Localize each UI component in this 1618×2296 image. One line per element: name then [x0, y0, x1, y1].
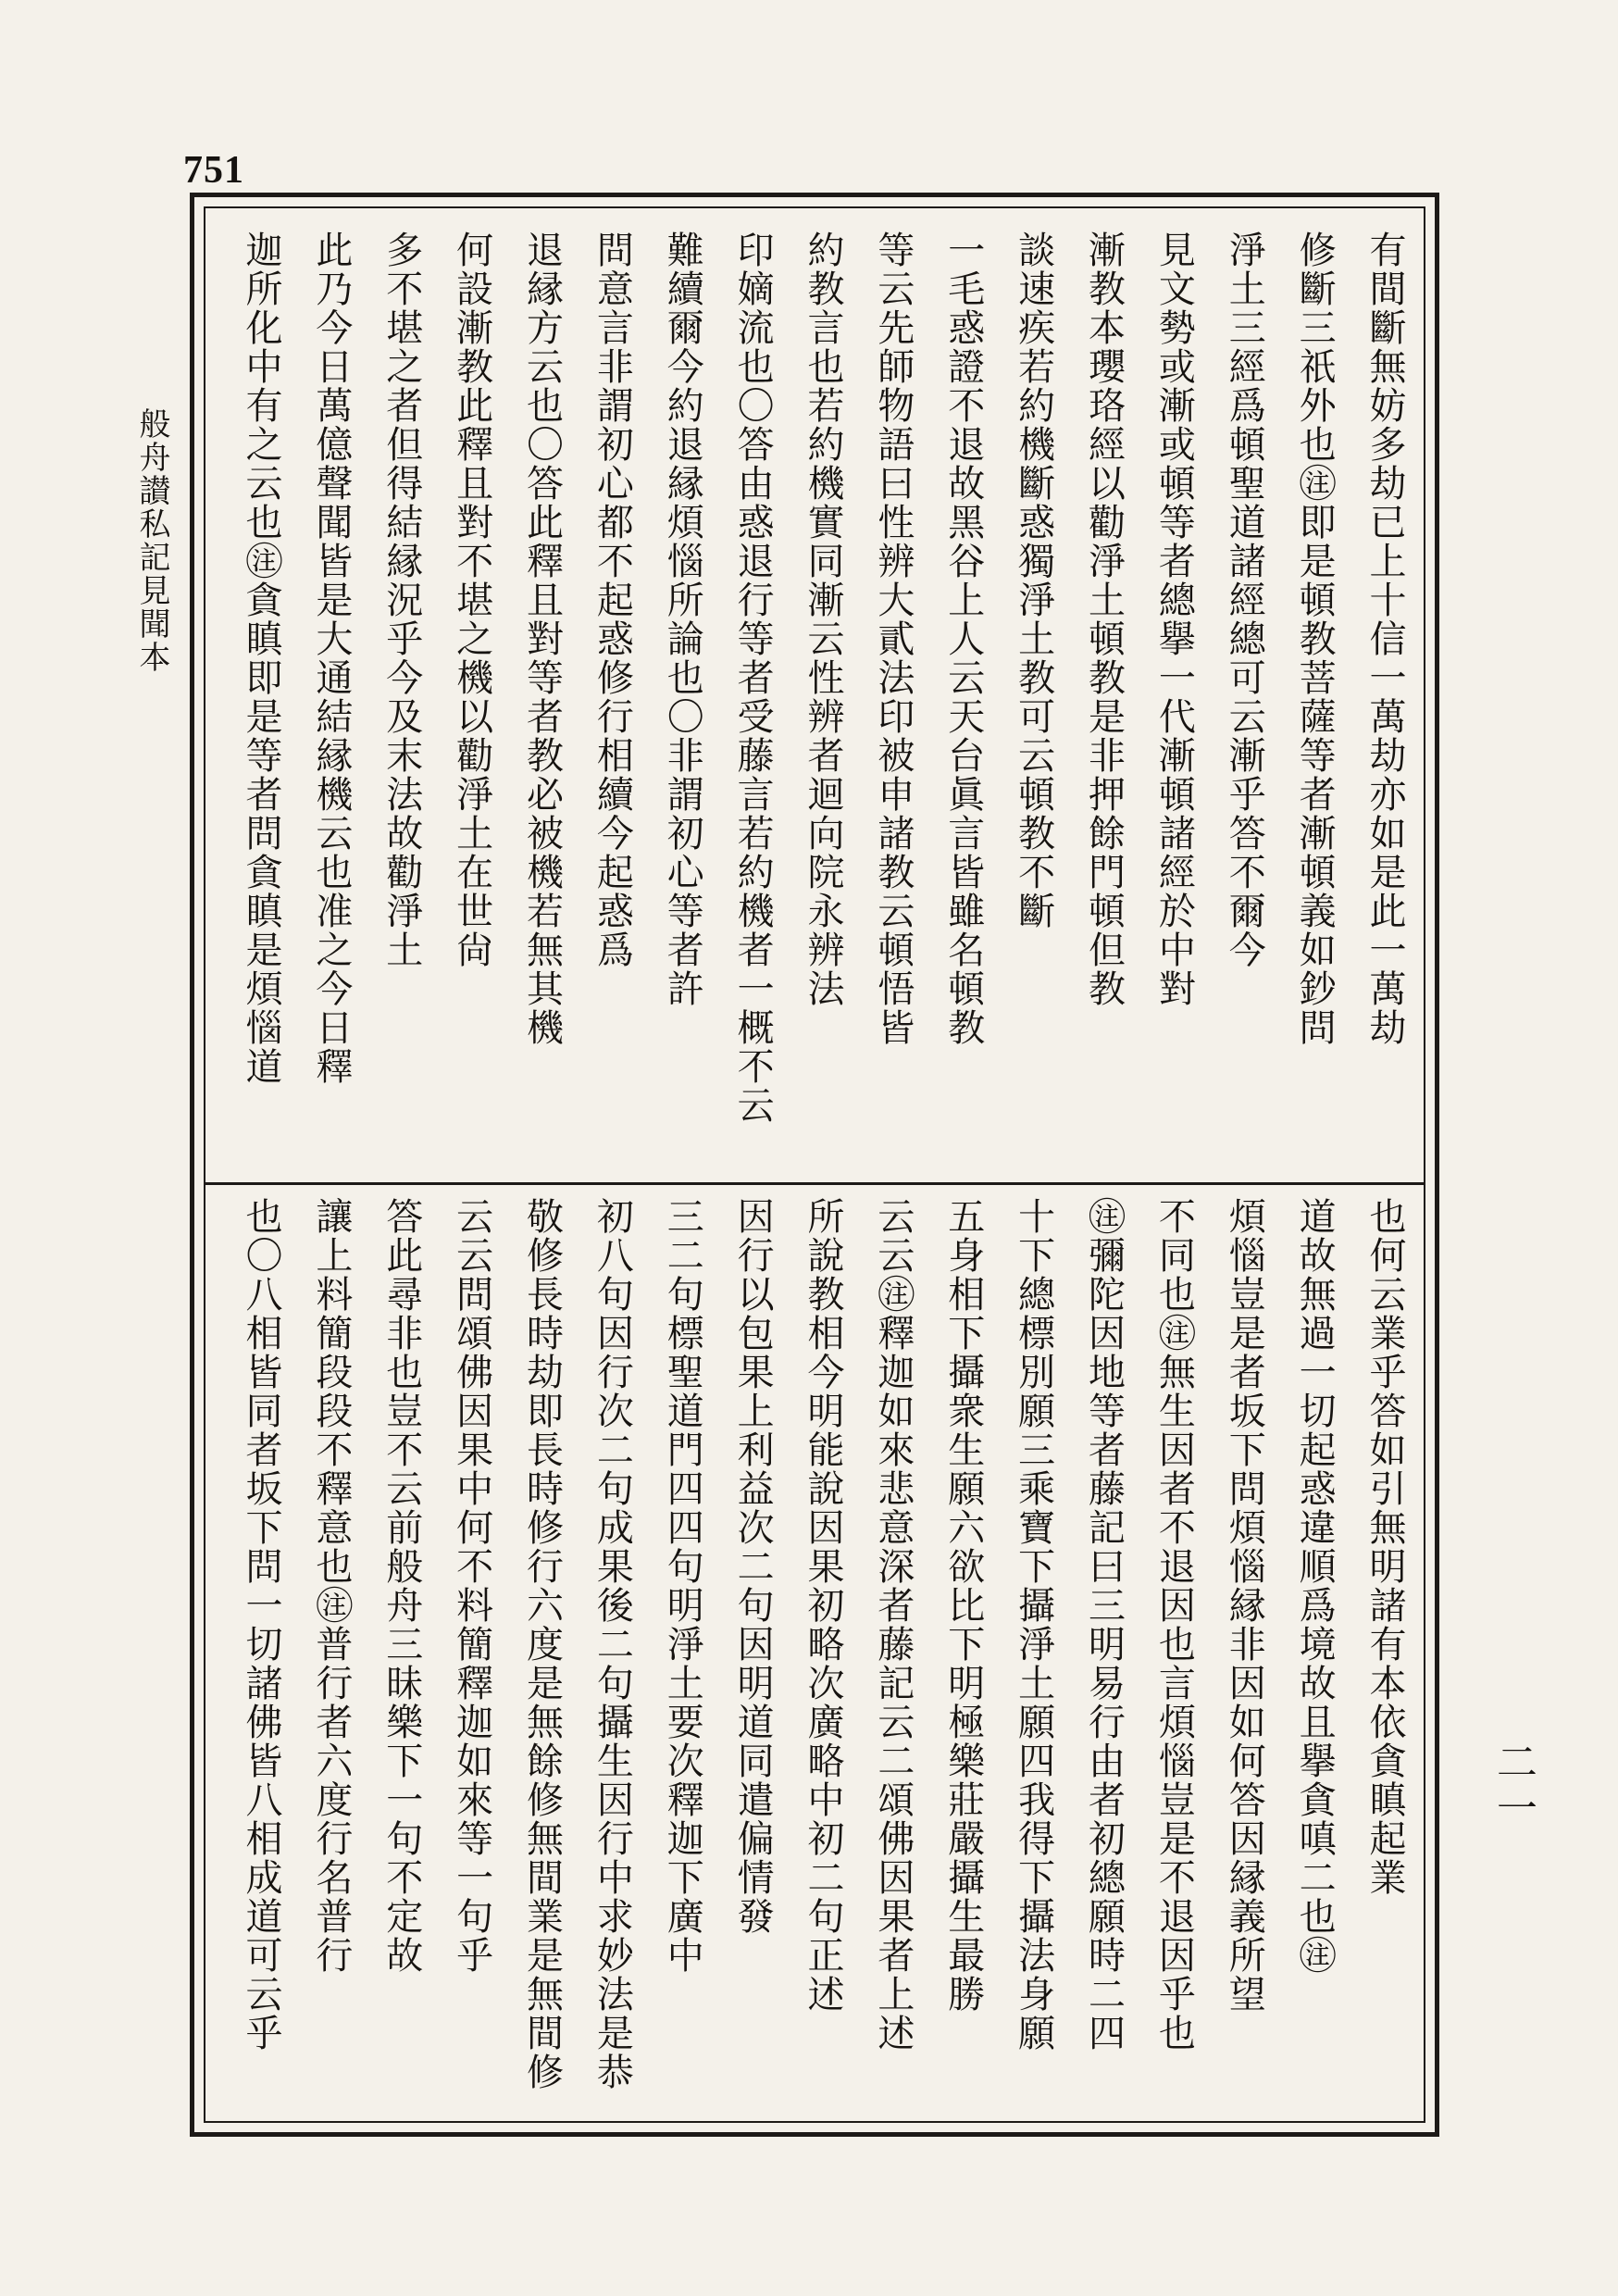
text-column: 何設漸教此釋且對不堪之機以勸淨土在世尙: [450, 231, 493, 969]
text-column: 不同也㊟無生因者不退因也言煩惱豈是不退因乎也: [1152, 1197, 1196, 2053]
text-column: 敬修長時劫即長時修行六度是無餘修無間業是無間修: [520, 1197, 564, 2091]
text-column: 見文勢或漸或頓等者總擧一代漸頓諸經於中對: [1152, 231, 1196, 1008]
text-column: 約教言也若約機實同漸云性辨者迴向院永辨法: [802, 231, 844, 1008]
upper-text-block: [230, 231, 1424, 1170]
text-column: 三二句標聖道門四四句明淨土要次釋迦下廣中: [661, 1197, 704, 1975]
text-column: ㊟彌陀因地等者藤記曰三明易行由者初總願時二四: [1082, 1197, 1126, 2053]
text-column: 因行以包果上利益次二句因明道同遣偏情發: [731, 1197, 775, 1936]
text-column: 也何云業乎答如引無明諸有本依貪瞋起業: [1363, 1197, 1406, 1897]
text-column: 初八句因行次二句成果後二句攝生因行中求妙法是恭: [591, 1197, 634, 2091]
text-column: 多不堪之者但得結縁況乎今及末法故勸淨土: [380, 231, 423, 969]
text-column: 讓上料簡段段不釋意也㊟普行者六度行名普行: [309, 1197, 353, 1975]
text-frame: [190, 193, 1439, 2137]
text-column: 答此尋非也豈不云前般舟三昧樂下一句不定故: [380, 1197, 423, 1975]
text-column: 談速疾若約機斷惑獨淨土教可云頓教不斷: [1012, 231, 1055, 930]
text-column: 退縁方云也〇答此釋且對等者教必被機若無其機: [520, 231, 564, 1047]
text-column: 等云先師物語曰性辨大貳法印被申諸教云頓悟皆: [871, 231, 915, 1047]
text-column: 有間斷無妨多劫已上十信一萬劫亦如是此一萬劫: [1363, 231, 1406, 1047]
block-divider: [205, 1182, 1424, 1185]
text-column: 此乃今日萬億聲聞皆是大通結縁機云也准之今日釋: [309, 231, 353, 1086]
text-column: 迦所化中有之云也㊟貪瞋即是等者問貪瞋是煩惱道: [240, 231, 282, 1086]
text-column: 云云㊟釋迦如來悲意深者藤記云二頌佛因果者上述: [871, 1197, 915, 2053]
lower-text-block: [230, 1197, 1424, 2123]
text-column: 所說教相今明能說因果初略次廣略中初二句正述: [802, 1197, 844, 2014]
margin-running-title: 般舟讃私記見聞本: [133, 407, 170, 674]
text-column: 云云問頌佛因果中何不料簡釋迦如來等一句乎: [450, 1197, 493, 1975]
text-column: 煩惱豈是者坂下問煩惱縁非因如何答因縁義所望: [1223, 1197, 1266, 2014]
text-column: 道故無過一切起惑違順爲境故且擧貪嗔二也㊟: [1293, 1197, 1337, 1975]
text-column: 十下總標別願三乘寶下攝淨土願四我得下攝法身願: [1012, 1197, 1055, 2053]
text-column: 印嫡流也〇答由惑退行等者受藤言若約機者一概不云: [731, 231, 775, 1125]
text-column: 難續爾今約退縁煩惱所論也〇非謂初心等者許: [661, 231, 704, 1008]
text-column: 漸教本瓔珞經以勸淨土頓教是非押餘門頓但教: [1082, 231, 1126, 1008]
text-column: 也〇八相皆同者坂下問一切諸佛皆八相成道可云乎: [240, 1197, 282, 2053]
margin-folio-number: 二一: [1489, 1741, 1537, 1833]
text-column: 淨土三經爲頓聖道諸經總可云漸乎答不爾今: [1223, 231, 1266, 969]
text-column: 修斷三祇外也㊟即是頓教菩薩等者漸頓義如鈔問: [1293, 231, 1337, 1047]
page-number: 751: [183, 149, 244, 192]
text-column: 問意言非謂初心都不起惑修行相續今起惑爲: [591, 231, 634, 969]
text-column: 一毛惑證不退故黑谷上人云天台眞言皆雖名頓教: [941, 231, 985, 1047]
text-column: 五身相下攝衆生願六欲比下明極樂莊嚴攝生最勝: [941, 1197, 985, 2014]
text-frame-inner-rule: [204, 206, 1425, 2123]
